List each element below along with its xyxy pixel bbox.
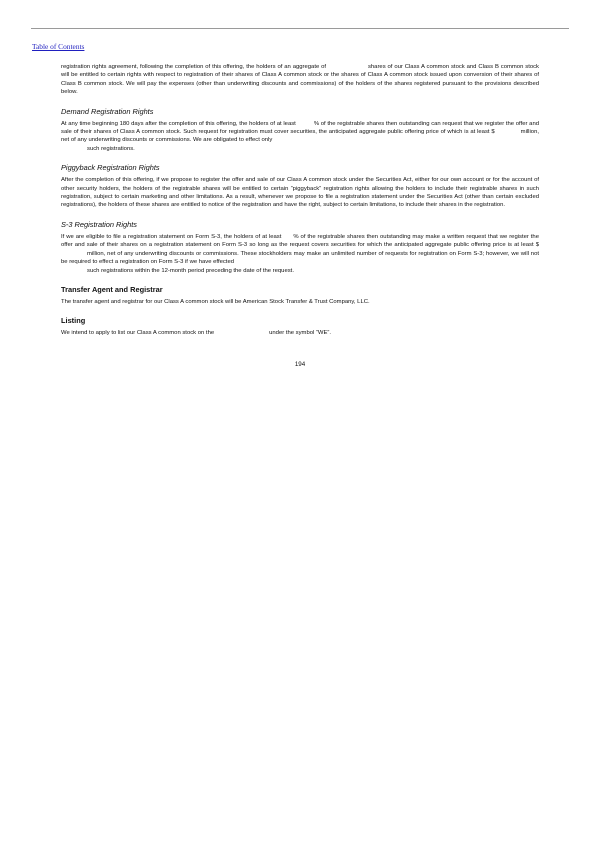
intro-paragraph bbox=[61, 63, 539, 97]
header-rule bbox=[31, 28, 569, 29]
demand-text-2: % of the registrable shares then outstanding can request that we register the offer and sale of their shares of Class A common stock. Such request for registration must cover securities, the anticipated aggregate public offering price of which is at least $ bbox=[61, 120, 539, 136]
listing-text-1: We intend to apply to list our Class A common stock on the bbox=[61, 330, 215, 337]
demand-text-1: At any time beginning 180 days after the completion of this offering, the holders of at least bbox=[61, 120, 296, 127]
demand-text-4: such registrations. bbox=[87, 145, 135, 152]
demand-text-3: million, net of any underwriting discounts or commissions. We are obligated to effect only bbox=[61, 129, 539, 144]
demand-heading: Demand Registration Rights bbox=[61, 106, 154, 116]
listing-text-2: under the symbol “WE”. bbox=[269, 330, 331, 337]
s3-heading: S-3 Registration Rights bbox=[61, 219, 137, 229]
s3-text-4: such registrations within the 12-month period preceding the date of the request. bbox=[87, 267, 294, 274]
intro-text-1: registration rights agreement, following the completion of this offering, the holders of an aggregate of bbox=[61, 64, 327, 70]
listing-paragraph bbox=[61, 329, 539, 337]
table-of-contents-link[interactable]: Table of Contents bbox=[32, 42, 85, 51]
piggyback-paragraph: After the completion of this offering, if we propose to register the offer and sale of our Class A common stock under the Securities Act, either for our own account or for the account of other security holders, the holders of the registrable shares will be entitled to certain “piggyback” registration rights allowing the holders to include their registrable shares in such registration, subject to certain marketing and other limitations. As a result, whenever we propose to file a registration statement under the Securities Act (other than certain excluded registrations), the holders of these shares are entitled to notice of the registration and have the right, subject to certain limitations, to include their shares in the registration. bbox=[61, 177, 539, 209]
page-content bbox=[61, 63, 539, 338]
s3-paragraph bbox=[61, 233, 539, 275]
piggyback-heading: Piggyback Registration Rights bbox=[61, 163, 160, 173]
listing-heading: Listing bbox=[61, 316, 86, 326]
s3-text-2: % of the registrable shares then outstanding may make a written request that we register the offer and sale of their shares on a registration statement on Form S-3 so long as the request covers securities for which the anticipated aggregate public offering price is at least $ bbox=[61, 233, 539, 249]
s3-text-3: million, net of any underwriting discounts or commissions. These stockholders may make an unlimited number of requests for registration on Form S-3; however, we will not be required to effect a registration on Form S-3 if we have effected bbox=[61, 250, 539, 266]
intro-text-2: shares of our Class A common stock and Class B common stock will be entitled to certain rights with respect to registration of their shares of Class A common stock or the shares of Class A common stock issued upon conversion of their shares of Class B common stock. We will pay the expenses (other than underwriting discounts and commissions) of the holders of the shares registered pursuant to the provisions described below. bbox=[61, 64, 539, 96]
demand-paragraph bbox=[61, 120, 539, 154]
s3-text-1: If we are eligible to file a registration statement on Form S-3, the holders of at least bbox=[61, 233, 282, 240]
transfer-paragraph: The transfer agent and registrar for our Class A common stock will be American Stock Transfer & Trust Company, LLC. bbox=[61, 298, 370, 305]
transfer-heading: Transfer Agent and Registrar bbox=[61, 284, 163, 294]
page-number: 194 bbox=[294, 361, 306, 368]
